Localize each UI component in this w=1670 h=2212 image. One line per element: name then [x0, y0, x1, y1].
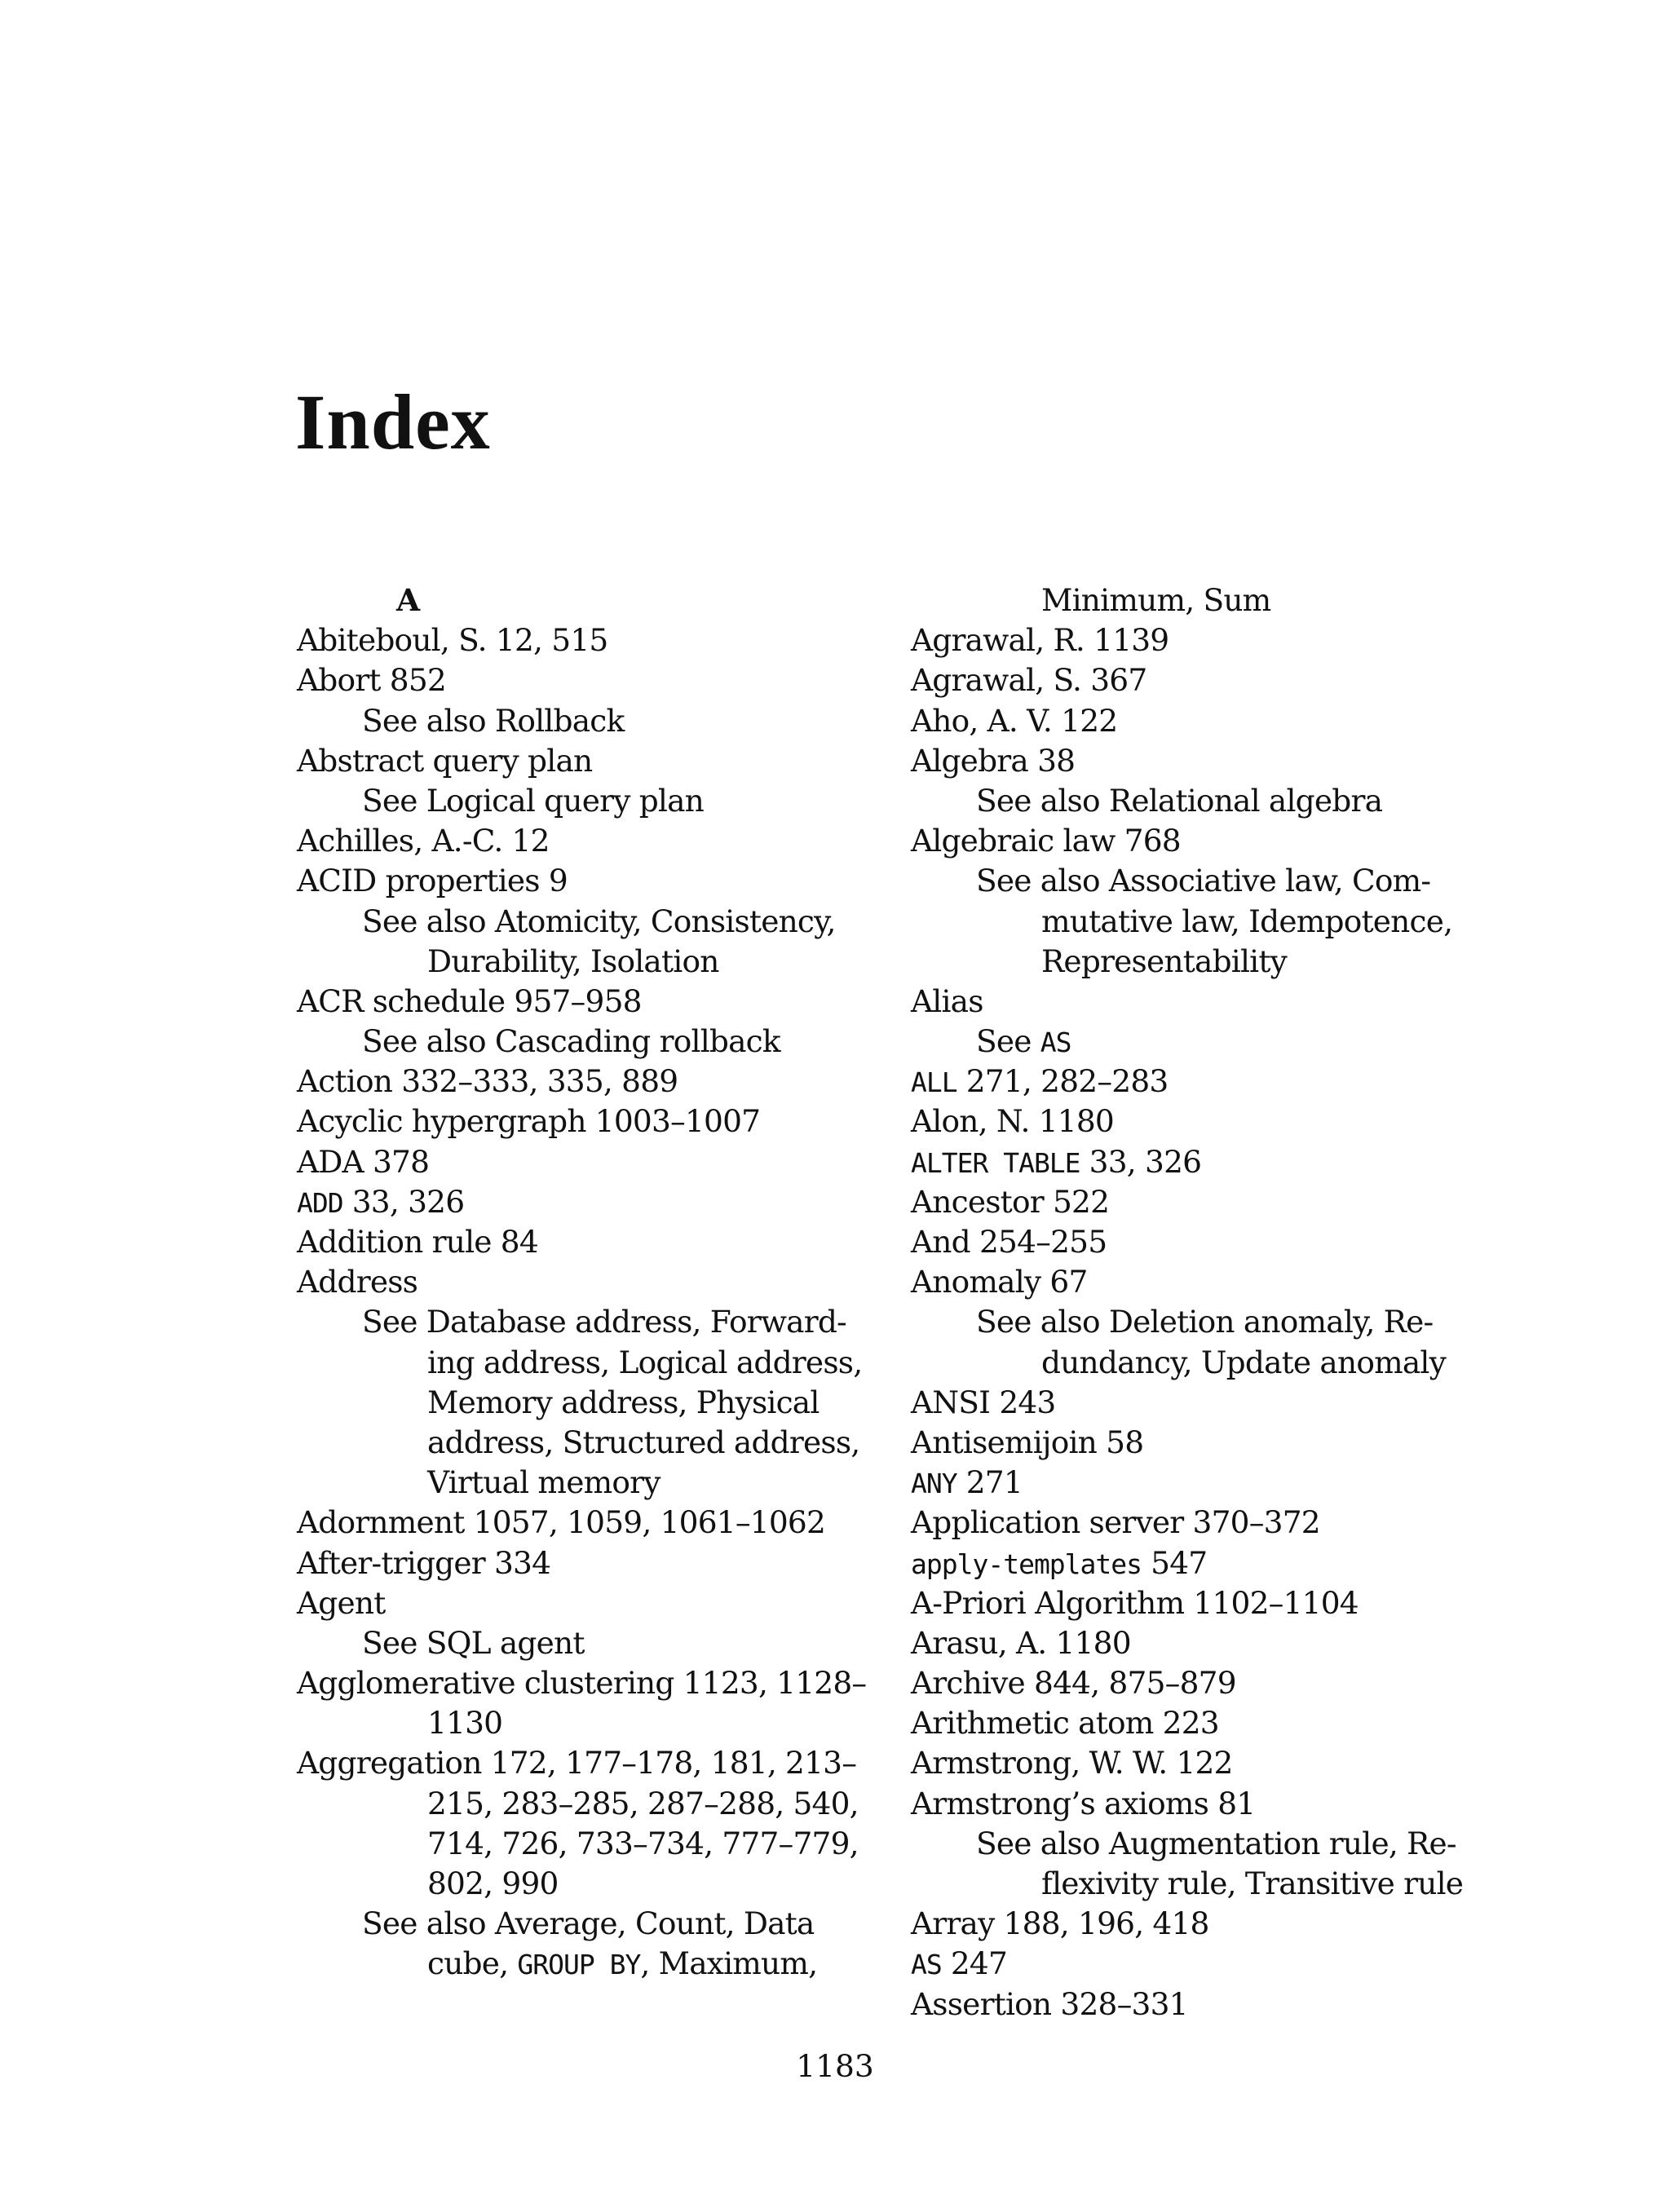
entry-text: After-trigger 334: [297, 1544, 551, 1581]
entry-text: ADA 378: [297, 1143, 430, 1180]
entry-text: Representability: [1041, 943, 1288, 979]
entry-text: Antisemijoin 58: [911, 1424, 1144, 1460]
index-subentry: [297, 701, 868, 741]
index-entry: [911, 620, 1498, 660]
entry-text: Action 332–333, 335, 889: [297, 1063, 678, 1100]
entry-text: Armstrong’s axioms 81: [911, 1785, 1256, 1821]
index-subentry: [911, 781, 1498, 821]
index-subentry: [297, 1383, 868, 1423]
index-subentry: [297, 1703, 868, 1743]
entry-code-term: ADD: [297, 1186, 343, 1219]
entry-text: ACID properties 9: [297, 863, 568, 899]
index-subentry: [297, 942, 868, 982]
index-entry: [911, 1062, 1498, 1102]
index-subentry: [297, 1784, 868, 1824]
entry-text: Adornment 1057, 1059, 1061–1062: [297, 1504, 826, 1541]
index-entry: [297, 1663, 868, 1703]
entry-text: Achilles, A.-C. 12: [297, 823, 550, 859]
index-entry: [297, 620, 868, 660]
entry-text: flexivity rule, Transitive rule: [1041, 1865, 1464, 1901]
entry-code-term: ALTER TABLE: [911, 1146, 1080, 1179]
index-entry: [911, 1102, 1498, 1141]
entry-code-term: ALL: [911, 1066, 957, 1099]
entry-text: Abiteboul, S. 12, 515: [297, 622, 608, 659]
index-entry: [911, 821, 1498, 861]
entry-text: Abort 852: [297, 662, 446, 699]
index-entry: [297, 1062, 868, 1102]
index-subentry: [297, 1864, 868, 1904]
entry-text: 547: [1142, 1544, 1208, 1581]
entry-text: 33, 326: [342, 1183, 465, 1220]
index-entry: [297, 1142, 868, 1182]
entry-text: ANSI 243: [911, 1384, 1056, 1420]
index-entry: [911, 1583, 1498, 1623]
entry-text: Address: [297, 1264, 418, 1300]
entry-text: Aho, A. V. 122: [911, 702, 1118, 739]
index-column-right: [911, 581, 1498, 2024]
entry-text: See also Cascading rollback: [362, 1023, 780, 1060]
entry-text: See also Augmentation rule, Re-: [976, 1825, 1456, 1861]
index-entry: [297, 821, 868, 861]
entry-text: See Logical query plan: [362, 782, 705, 819]
index-entry: [297, 1743, 868, 1783]
index-entry: [911, 701, 1498, 741]
entry-text: See SQL agent: [362, 1624, 585, 1661]
index-subentry: [297, 1944, 868, 1984]
entry-text: 714, 726, 733–734, 777–779,: [427, 1825, 859, 1861]
index-subentry: [297, 1302, 868, 1342]
index-subentry: [911, 942, 1498, 982]
page-number: 1183: [796, 2048, 874, 2084]
index-entry: [911, 1703, 1498, 1743]
index-entry: [911, 1944, 1498, 1984]
entry-text: Durability, Isolation: [427, 943, 719, 979]
entry-text: Alias: [911, 982, 983, 1019]
index-entry: [911, 982, 1498, 1022]
index-entry: [911, 1543, 1498, 1583]
entry-text: See also Rollback: [362, 702, 625, 739]
index-entry: [911, 1142, 1498, 1182]
entry-text: , Maximum,: [640, 1945, 818, 1982]
entry-text: See also Atomicity, Consistency,: [362, 903, 836, 939]
index-column-left: [297, 581, 868, 1985]
index-subentry: [297, 1824, 868, 1864]
entry-text: ing address, Logical address,: [427, 1344, 863, 1380]
index-entry: [297, 1262, 868, 1302]
entry-text: A-Priori Algorithm 1102–1104: [911, 1584, 1359, 1621]
index-subentry: [297, 1343, 868, 1383]
entry-text: Application server 370–372: [911, 1504, 1320, 1541]
index-entry: [911, 1503, 1498, 1543]
index-entry: [297, 1503, 868, 1543]
index-subentry: [297, 1423, 868, 1463]
index-entry: [297, 1583, 868, 1623]
index-subentry: [911, 861, 1498, 901]
index-subentry: [297, 781, 868, 821]
entry-text: 271: [956, 1464, 1023, 1501]
index-subentry: [911, 1343, 1498, 1383]
entry-text: Ancestor 522: [911, 1183, 1110, 1220]
entry-text-prefix: cube,: [427, 1945, 518, 1982]
entry-text: Minimum, Sum: [1041, 582, 1271, 618]
entry-code-term: apply-templates: [911, 1548, 1142, 1580]
index-entry: [911, 1182, 1498, 1222]
entry-text-prefix: See: [976, 1023, 1040, 1060]
index-subentry: [297, 1623, 868, 1663]
entry-text: Assertion 328–331: [911, 1985, 1188, 2022]
entry-text: 215, 283–285, 287–288, 540,: [427, 1785, 859, 1821]
index-subentry: [297, 1022, 868, 1062]
entry-text: See Database address, Forward-: [362, 1304, 846, 1340]
index-subentry: [297, 1904, 868, 1944]
index-entry: [911, 1904, 1498, 1944]
index-subentry: [297, 902, 868, 942]
entry-text: See also Deletion anomaly, Re-: [976, 1304, 1434, 1340]
entry-text: Arasu, A. 1180: [911, 1624, 1131, 1661]
index-subentry: [911, 1864, 1498, 1904]
index-subentry: [911, 1302, 1498, 1342]
index-entry: [911, 1463, 1498, 1503]
index-entry: [297, 1543, 868, 1583]
entry-text: Virtual memory: [427, 1464, 660, 1501]
index-entry: [297, 1182, 868, 1222]
index-entry: [911, 741, 1498, 781]
entry-text: See also Relational algebra: [976, 782, 1383, 819]
entry-text: Acyclic hypergraph 1003–1007: [297, 1103, 761, 1140]
index-entry: [911, 1623, 1498, 1663]
entry-text: Agglomerative clustering 1123, 1128–: [297, 1665, 867, 1702]
index-section-heading: [297, 581, 868, 620]
index-entry: [911, 1383, 1498, 1423]
entry-code-term: AS: [911, 1949, 942, 1981]
entry-text: Aggregation 172, 177–178, 181, 213–: [297, 1745, 857, 1782]
index-entry: [297, 741, 868, 781]
entry-text: ACR schedule 957–958: [297, 982, 642, 1019]
entry-code-term: ANY: [911, 1468, 957, 1500]
entry-text: 247: [941, 1945, 1008, 1982]
index-entry: [911, 1423, 1498, 1463]
entry-text: Algebra 38: [911, 742, 1076, 779]
index-entry: [911, 1262, 1498, 1302]
index-entry: [911, 1784, 1498, 1824]
index-subentry: [297, 1463, 868, 1503]
entry-text: Alon, N. 1180: [911, 1103, 1114, 1140]
entry-text: 802, 990: [427, 1865, 559, 1901]
entry-text: And 254–255: [911, 1224, 1107, 1260]
entry-code-term: GROUP BY: [517, 1949, 641, 1981]
page-title: Index: [295, 378, 491, 466]
index-subentry: [911, 1824, 1498, 1864]
index-entry: [911, 660, 1498, 700]
index-entry: [911, 1222, 1498, 1262]
entry-text: Addition rule 84: [297, 1224, 538, 1260]
entry-text: 33, 326: [1080, 1143, 1202, 1180]
entry-text: address, Structured address,: [427, 1424, 860, 1460]
index-subentry: [911, 581, 1498, 620]
entry-text: Agrawal, S. 367: [911, 662, 1147, 699]
index-entry: [297, 861, 868, 901]
index-subentry: [911, 1022, 1498, 1062]
entry-text: Algebraic law 768: [911, 823, 1181, 859]
entry-text: Anomaly 67: [911, 1264, 1088, 1300]
entry-text: Array 188, 196, 418: [911, 1905, 1209, 1942]
entry-text: mutative law, Idempotence,: [1041, 903, 1453, 939]
index-entry: [911, 1985, 1498, 2024]
entry-text: Agrawal, R. 1139: [911, 622, 1169, 659]
entry-text: 1130: [427, 1705, 503, 1742]
entry-text: dundancy, Update anomaly: [1041, 1344, 1447, 1380]
entry-text: 271, 282–283: [956, 1063, 1169, 1100]
entry-text: See also Associative law, Com-: [976, 863, 1431, 899]
entry-text: See also Average, Count, Data: [362, 1905, 815, 1942]
index-entry: [911, 1663, 1498, 1703]
entry-text: Memory address, Physical: [427, 1384, 820, 1420]
index-entry: [297, 982, 868, 1022]
index-entry: [297, 1222, 868, 1262]
entry-text: Archive 844, 875–879: [911, 1665, 1236, 1702]
entry-text: Agent: [297, 1584, 386, 1621]
entry-text: A: [396, 582, 420, 618]
index-subentry: [911, 902, 1498, 942]
entry-text: Armstrong, W. W. 122: [911, 1745, 1233, 1782]
entry-text: Arithmetic atom 223: [911, 1705, 1219, 1742]
entry-code-term: AS: [1040, 1027, 1071, 1059]
index-entry: [297, 1102, 868, 1141]
entry-text: Abstract query plan: [297, 742, 593, 779]
index-entry: [911, 1743, 1498, 1783]
index-entry: [297, 660, 868, 700]
